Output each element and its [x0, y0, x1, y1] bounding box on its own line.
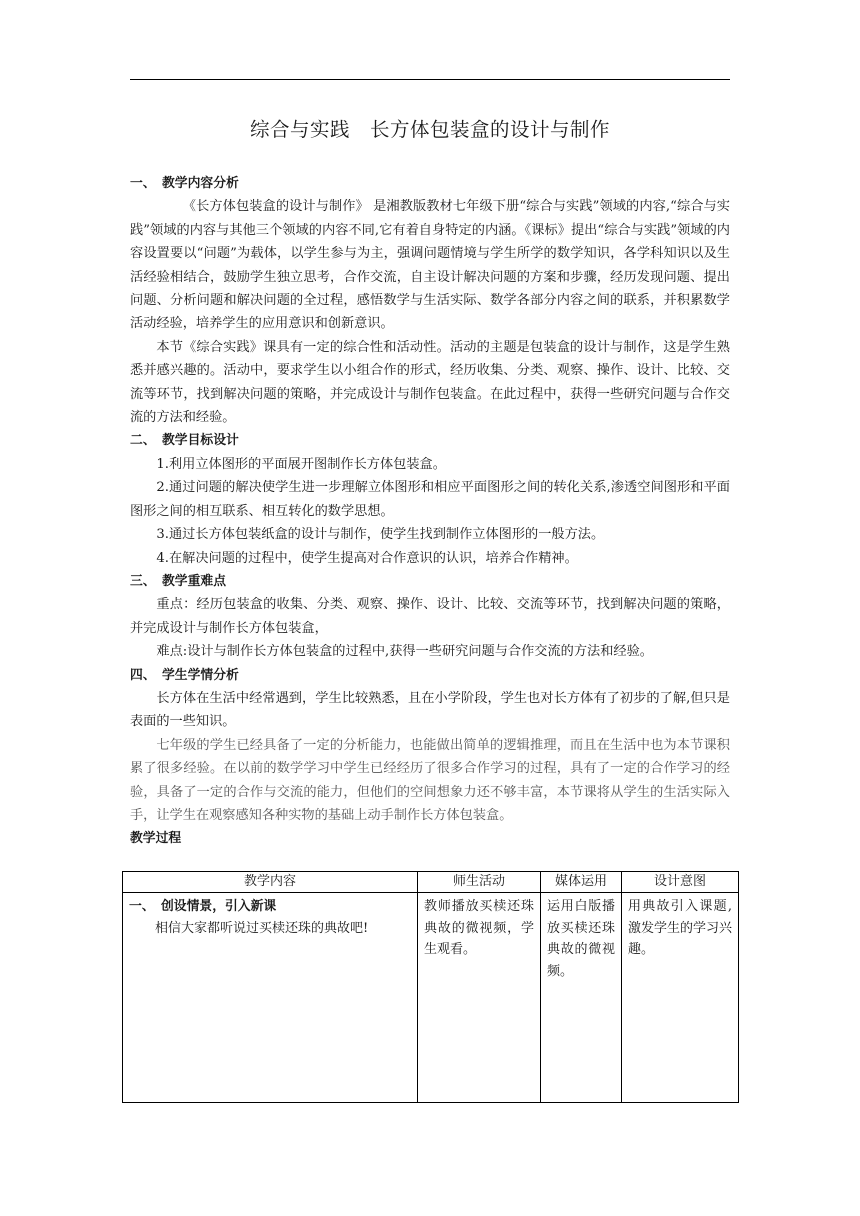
key-point: 重点：经历包装盒的收集、分类、观察、操作、设计、比较、交流等环节，找到解决问题的策略，并完成设计与制作长方体包装盒，	[130, 597, 730, 636]
cell-intent: 用典故引入课题,激发学生的学习兴趣。	[622, 893, 739, 1103]
table-row	[123, 893, 739, 1103]
section-heading-objectives: 二、 教学目标设计	[130, 433, 239, 449]
table-header-row	[123, 872, 739, 893]
section-heading-student-analysis: 四、 学生学情分析	[130, 667, 239, 683]
header-rule	[130, 79, 730, 80]
objective-item: 4.在解决问题的过程中，使学生提高对合作意识的认识，培养合作精神。	[156, 550, 578, 566]
column-header-media: 媒体运用	[541, 872, 622, 893]
step-heading: 一、 创设情景，引入新课	[129, 899, 277, 914]
objective-item: 1.利用立体图形的平面展开图制作长方体包装盒。	[156, 456, 446, 472]
paragraph: 《长方体包装盒的设计与制作》 是湘教版教材七年级下册“综合与实践”领域的内容,“综合与实践”领域的内容与其他三个领域的内容不同,它有着自身特定的内涵。《课标》提出“综合与实践”领域的内容设置要以“问题”为载体，以学生参与为主，强调问题情境与学生所学的数学知识，各学科知识以及生活经验相结合，鼓励学生独立思考，合作交流，自主设计解决问题的方案和步骤，经历发现问题、提出问题、分析问题和解决问题的全过程，感悟数学与生活实际、数学各部分内容之间的联系，并积累数学活动经验，培养学生的应用意识和创新意识。	[130, 199, 730, 332]
section-heading-content-analysis: 一、 教学内容分析	[130, 176, 239, 191]
step-text: 相信大家都听说过买椟还珠的典故吧!	[155, 920, 369, 936]
page-title: 综合与实践 长方体包装盒的设计与制作	[249, 118, 610, 141]
column-header-activity: 师生活动	[418, 872, 541, 893]
paragraph: 长方体在生活中经常遇到，学生比较熟悉，且在小学阶段，学生也对长方体有了初步的了解,但只是表面的一些知识。	[130, 690, 730, 730]
column-header-content: 教学内容	[123, 872, 418, 893]
objective-item: 2.通过问题的解决使学生进一步理解立体图形和相应平面图形之间的转化关系,渗透空间图形和平面图形之间的相互联系、相互转化的数学思想。	[130, 480, 730, 519]
section-heading-key-points: 三、 教学重难点	[130, 573, 226, 589]
paragraph: 七年级的学生已经具备了一定的分析能力，也能做出简单的逻辑推理，而且在生活中也为本节课积累了很多经验。在以前的数学学习中学生已经经历了很多合作学习的过程，具有了一定的合作学习的经验，具备了一定的合作与交流的能力，但他们的空间想象力还不够丰富，本节课将从学生的生活实际入手，让学生在观察感知各种实物的基础上动手制作长方体包装盒。	[130, 737, 730, 823]
cell-media: 运用白版播放买椟还珠典故的微视频。	[541, 893, 622, 1103]
paragraph: 本节《综合实践》课具有一定的综合性和活动性。活动的主题是包装盒的设计与制作，这是学生熟悉并感兴趣的。活动中，要求学生以小组合作的形式，经历收集、分类、观察、操作、设计、比较、交流等环节，找到解决问题的策略，并完成设计与制作包装盒。在此过程中，获得一些研究问题与合作交流的方法和经验。	[130, 339, 730, 426]
column-header-intent: 设计意图	[622, 872, 739, 893]
cell-content	[123, 893, 418, 1103]
cell-activity: 教师播放买椟还珠典故的微视频，学生观看。	[418, 893, 541, 1103]
teaching-process-heading: 教学过程	[130, 831, 182, 847]
objective-item: 3.通过长方体包装纸盒的设计与制作，使学生找到制作立体图形的一般方法。	[156, 527, 605, 543]
teaching-process-table	[122, 871, 739, 1103]
document-body	[130, 172, 730, 851]
difficulty-point: 难点:设计与制作长方体包装盒的过程中,获得一些研究问题与合作交流的方法和经验。	[156, 644, 653, 660]
